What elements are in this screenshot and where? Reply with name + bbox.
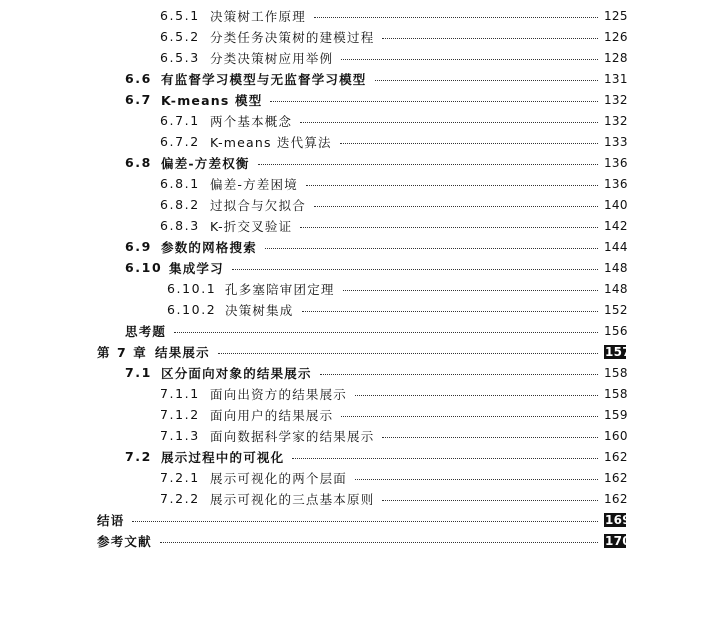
- dot-leader: [382, 500, 598, 501]
- dot-leader: [232, 269, 598, 270]
- entry-title: 决策树工作原理: [210, 8, 306, 24]
- dot-leader: [300, 227, 598, 228]
- page-number: 142: [604, 218, 628, 233]
- page-number: 159: [604, 407, 628, 422]
- toc-entry-6-7-2[interactable]: [160, 131, 626, 152]
- dot-leader: [174, 332, 598, 333]
- entry-title: K-means 迭代算法: [210, 134, 332, 150]
- entry-title: 参考文献: [97, 533, 152, 549]
- toc-entry-6-5-1[interactable]: [160, 5, 626, 26]
- toc-entry-7-1-2[interactable]: [160, 404, 626, 425]
- toc-entry-6-9[interactable]: [125, 236, 626, 257]
- entry-title: 面向出资方的结果展示: [210, 386, 348, 402]
- entry-title: 结语: [97, 512, 125, 528]
- toc-entry-exercises[interactable]: [125, 320, 626, 341]
- page-number: 162: [604, 491, 628, 506]
- entry-number: 6.5.2: [160, 29, 200, 44]
- page-number: 136: [604, 176, 628, 191]
- entry-number: 6.10.1: [167, 281, 217, 296]
- entry-title: 孔多塞陪审团定理: [225, 281, 335, 297]
- page-number: 133: [604, 134, 628, 149]
- toc-entry-6-7-1[interactable]: [160, 110, 626, 131]
- page-number: 132: [604, 113, 628, 128]
- dot-leader: [314, 17, 598, 18]
- entry-title: 偏差-方差权衡: [161, 155, 250, 171]
- page-number: 162: [604, 449, 628, 464]
- toc-entry-6-7[interactable]: [125, 89, 626, 110]
- toc-entry-6-10[interactable]: [125, 257, 626, 278]
- page-number: 148: [604, 260, 628, 275]
- dot-leader: [302, 311, 598, 312]
- entry-title: K-means 模型: [161, 92, 263, 108]
- entry-number: 6.7.1: [160, 113, 200, 128]
- entry-title: 集成学习: [169, 260, 224, 276]
- dot-leader: [320, 374, 598, 375]
- dot-leader: [270, 101, 598, 102]
- toc-entry-6-10-1[interactable]: [167, 278, 626, 299]
- page-number: 126: [604, 29, 628, 44]
- dot-leader: [306, 185, 598, 186]
- page-number: 144: [604, 239, 628, 254]
- toc-entry-6-8-1[interactable]: [160, 173, 626, 194]
- dot-leader: [340, 143, 598, 144]
- page-number: 162: [604, 470, 628, 485]
- toc-entry-6-8[interactable]: [125, 152, 626, 173]
- entry-number: 6.10: [125, 260, 163, 275]
- entry-title: 展示可视化的三点基本原则: [210, 491, 375, 507]
- entry-number: 6.9: [125, 239, 152, 254]
- page-number: 125: [604, 8, 628, 23]
- toc-entry-7-2[interactable]: [125, 446, 626, 467]
- dot-leader: [355, 479, 598, 480]
- page-number: 140: [604, 197, 628, 212]
- page-number: 131: [604, 71, 628, 86]
- entry-number: 6.10.2: [167, 302, 217, 317]
- dot-leader: [132, 521, 598, 522]
- page-number: 132: [604, 92, 628, 107]
- entry-title: K-折交叉验证: [210, 218, 293, 234]
- entry-title: 面向用户的结果展示: [210, 407, 334, 423]
- entry-number: 6.5.1: [160, 8, 200, 23]
- dot-leader: [218, 353, 598, 354]
- page-number: 136: [604, 155, 628, 170]
- toc-entry-chapter-7[interactable]: [97, 341, 631, 362]
- page-number: 157: [605, 344, 631, 359]
- dot-leader: [258, 164, 598, 165]
- entry-title: 决策树集成: [225, 302, 294, 318]
- entry-number: 6.8: [125, 155, 152, 170]
- entry-number: 第 7 章: [97, 344, 148, 360]
- page-number: 128: [604, 50, 628, 65]
- entry-number: 6.8.1: [160, 176, 200, 191]
- entry-number: 6.8.2: [160, 197, 200, 212]
- entry-number: 7.2.2: [160, 491, 200, 506]
- entry-number: 7.1.1: [160, 386, 200, 401]
- dot-leader: [382, 437, 598, 438]
- entry-number: 7.2.1: [160, 470, 200, 485]
- toc-entry-6-8-3[interactable]: [160, 215, 626, 236]
- toc-entry-conclusion[interactable]: [97, 509, 631, 530]
- dot-leader: [265, 248, 598, 249]
- dot-leader: [160, 542, 598, 543]
- entry-title: 区分面向对象的结果展示: [161, 365, 312, 381]
- entry-number: 6.5.3: [160, 50, 200, 65]
- entry-title: 分类任务决策树的建模过程: [210, 29, 375, 45]
- entry-number: 7.1: [125, 365, 152, 380]
- entry-number: 6.7.2: [160, 134, 200, 149]
- entry-title: 过拟合与欠拟合: [210, 197, 306, 213]
- dot-leader: [375, 80, 598, 81]
- entry-title: 偏差-方差困境: [210, 176, 298, 192]
- toc-entry-7-1-3[interactable]: [160, 425, 626, 446]
- dot-leader: [382, 38, 598, 39]
- toc-entry-6-5-3[interactable]: [160, 47, 626, 68]
- toc-entry-7-1[interactable]: [125, 362, 626, 383]
- entry-title: 有监督学习模型与无监督学习模型: [161, 71, 367, 87]
- toc-entry-7-2-2[interactable]: [160, 488, 626, 509]
- page-number: 160: [604, 428, 628, 443]
- dot-leader: [314, 206, 598, 207]
- entry-title: 参数的网格搜索: [161, 239, 257, 255]
- toc-entry-6-5-2[interactable]: [160, 26, 626, 47]
- entry-number: 7.2: [125, 449, 152, 464]
- entry-title: 思考题: [125, 323, 167, 339]
- dot-leader: [300, 122, 598, 123]
- toc-entry-6-8-2[interactable]: [160, 194, 626, 215]
- page-number: 158: [604, 365, 628, 380]
- entry-number: 7.1.2: [160, 407, 200, 422]
- toc-entry-references[interactable]: [97, 530, 631, 551]
- dot-leader: [341, 59, 598, 60]
- entry-number: 6.8.3: [160, 218, 200, 233]
- entry-title: 分类决策树应用举例: [210, 50, 334, 66]
- entry-number: 6.7: [125, 92, 152, 107]
- dot-leader: [343, 290, 598, 291]
- entry-number: 7.1.3: [160, 428, 200, 443]
- entry-title: 结果展示: [155, 344, 210, 360]
- entry-title: 两个基本概念: [210, 113, 293, 129]
- page-number: 158: [604, 386, 628, 401]
- entry-number: 6.6: [125, 71, 152, 86]
- page-number: 169: [605, 512, 631, 527]
- toc-entry-7-1-1[interactable]: [160, 383, 626, 404]
- entry-title: 面向数据科学家的结果展示: [210, 428, 375, 444]
- entry-title: 展示过程中的可视化: [161, 449, 285, 465]
- toc-entry-6-6[interactable]: [125, 68, 626, 89]
- dot-leader: [292, 458, 598, 459]
- page-number: 148: [604, 281, 628, 296]
- page-number: 152: [604, 302, 628, 317]
- dot-leader: [355, 395, 598, 396]
- toc-entry-6-10-2[interactable]: [167, 299, 626, 320]
- toc-entry-7-2-1[interactable]: [160, 467, 626, 488]
- page-number: 156: [604, 323, 628, 338]
- entry-title: 展示可视化的两个层面: [210, 470, 348, 486]
- page-number: 170: [605, 533, 631, 548]
- dot-leader: [341, 416, 598, 417]
